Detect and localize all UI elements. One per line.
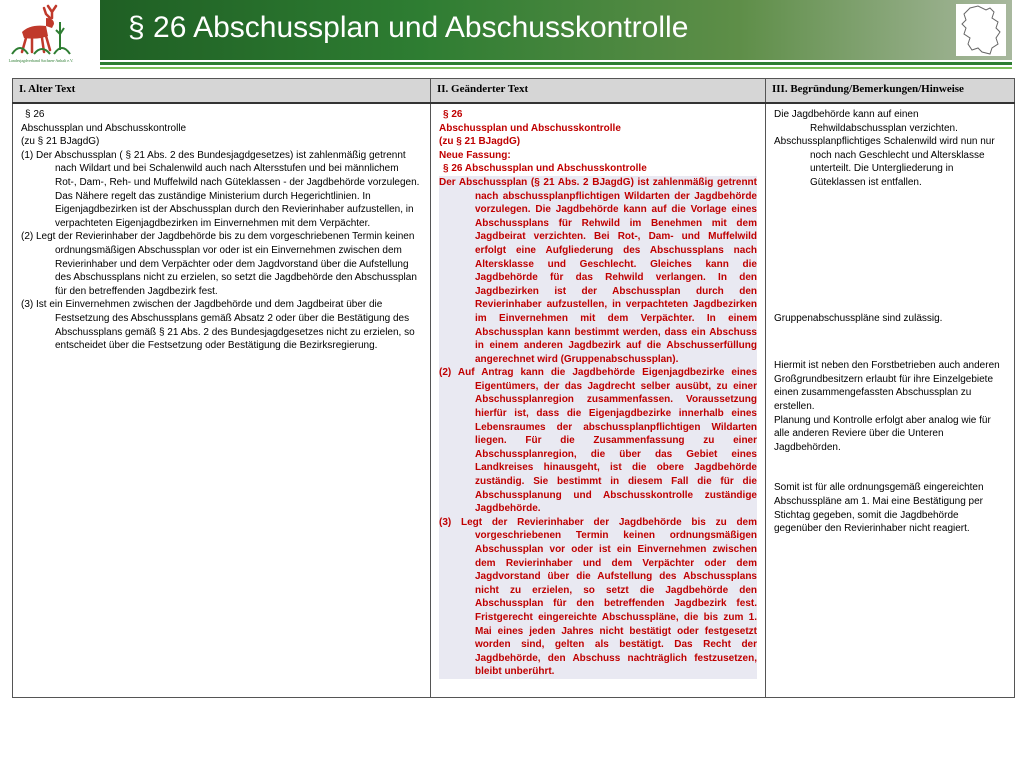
reasoning-cell: [766, 103, 1015, 698]
table-header-row: [13, 79, 1015, 104]
new-section-3: (3) Legt der Revierinhaber der Jagdbehörde bis zu dem vorgeschriebenen Termin keinen ordnungsmäßigen Abschussplan vor oder ist ein Einvernehmen zwischen dem Revierinhaber und dem Verpächter oder dem Jagdvorstand über die Aufstellung des Abschussplans nicht zu erzielen, so setzt die Jagdbehörde den Abschussplan für den betreffenden Jagdbezirk fest. Fristgerecht eingereichte Abschusspläne, die bis zum 1. Mai eines jeden Jahres nicht bestätigt oder festgesetzt worden sind, gelten als bestätigt. Das Recht der Jagdbehörde, den Abschuss nachträglich festzusetzen, bleibt unberührt.: [439, 516, 757, 678]
changed-text-cell: [431, 103, 766, 698]
new-version-label: Neue Fassung:: [439, 149, 511, 161]
note-schalenwild: Abschussplanpflichtiges Schalenwild wird nun nur noch nach Geschlecht und Altersklasse unterteilt. Die Untergliederung in Güteklassen ist entfallen.: [774, 136, 995, 188]
table-row: [13, 103, 1015, 698]
new-version-heading: § 26 Abschussplan und Abschusskontrolle: [443, 163, 647, 175]
old-paragraph-number: § 26: [25, 109, 45, 120]
note-rehwild: Die Jagdbehörde kann auf einen Rehwildabschussplan verzichten.: [774, 109, 958, 134]
note-planung-kontrolle: Planung und Kontrolle erfolgt aber analog wie für alle anderen Reviere über die Unteren Jagdbehörden.: [774, 414, 991, 453]
new-paragraph-number: § 26: [443, 109, 463, 120]
header-reasoning: III. Begründung/Bemerkungen/Hinweise: [766, 79, 1015, 104]
new-heading: Abschussplan und Abschusskontrolle: [439, 122, 621, 134]
page-title: § 26 Abschussplan und Abschusskontrolle: [128, 11, 689, 44]
comparison-table: [12, 78, 1015, 698]
title-banner: [100, 0, 1012, 60]
header-old-text: I. Alter Text: [13, 79, 431, 104]
note-stichtag: Somit ist für alle ordnungsgemäß eingereichten Abschusspläne am 1. Mai eine Bestätigung per Stichtag gegeben, somit die Jagdbehörde gegenüber den Revierinhaber nicht reagiert.: [774, 482, 984, 535]
sachsen-anhalt-map-icon: [956, 4, 1006, 56]
old-section-1: (1) Der Abschussplan ( § 21 Abs. 2 des Bundesjagdgesetzes) ist zahlenmäßig getrennt nach Wildart und bei Schalenwild auch nach Altersstufen und bei männlichem Rot-, Dam-, Reh- und Muffelwild nach Güteklassen - der Jagdbehörde vorzulegen. Das Nähere regelt das zuständige Ministerium durch Hegerichtlinien. In Eigenjagdbezirken ist der Abschussplan durch den Revierinhaber aufzustellen, in verpachteten Eigenjagdbezirken im Einvernehmen mit dem Verpächter.: [21, 149, 420, 229]
deer-icon: [8, 2, 74, 58]
old-text-cell: [13, 103, 431, 698]
old-heading: Abschussplan und Abschusskontrolle: [21, 122, 187, 134]
header-stripe-light: [100, 67, 1012, 69]
note-gruppenabschuss: Gruppenabschusspläne sind zulässig.: [774, 312, 943, 324]
new-reference: (zu § 21 BJagdG): [439, 136, 521, 148]
header-changed-text: II. Geänderter Text: [431, 79, 766, 104]
new-section-2: (2) Auf Antrag kann die Jagdbehörde Eigenjagdbezirke eines Eigentümers, der das Jagdrecht selber ausübt, zu einer Abschussplanregion zusammenfassen. Voraussetzung hierfür ist, dass die Eigenjagdbezirke innerhalb eines Lebensraumes der abschussplanpflichtigen Wildarten liegen. Für die Zusammenfassung zu einer Abschussplanregion, die über das Gebiet eines Landkreises hinausgeht, ist die obere Jagdbehörde zuständig. Sie bestimmt in diesem Fall die für die Abschussplanung und Abschusskontrolle zuständige Jagdbehörde.: [439, 367, 757, 515]
old-reference: (zu § 21 BJagdG): [21, 136, 100, 148]
header-stripe-dark: [100, 62, 1012, 65]
logo-text: Landesjagdverband Sachsen-Anhalt e.V.: [8, 58, 74, 63]
logo: [8, 2, 74, 74]
note-grossgrundbesitzer: Hiermit ist neben den Forstbetrieben auch anderen Großgrundbesitzern erlaubt für ihre Einzelgebiete einen zusammengefassten Abschussplan zu erstellen.: [774, 360, 1000, 412]
old-section-2: (2) Legt der Revierinhaber der Jagdbehörde bis zu dem vorgeschriebenen Termin keinen ordnungsmäßigen Abschussplan vor oder ist ein Einvernehmen zwischen dem Revierinhaber und dem Verpächter oder dem Jagdvorstand über die Aufstellung des Abschussplans nicht zu erzielen, so setzt die Jagdbehörde den Abschussplan für den betreffenden Jagdbezirk fest.: [21, 231, 417, 297]
old-section-3: (3) Ist ein Einvernehmen zwischen der Jagdbehörde und dem Jagdbeirat über die Festsetzung des Abschussplans gemäß Absatz 2 oder über die Bestätigung des Abschussplans gemäß § 21 Abs. 2 des Bundesjagdgesetzes nicht zu erzielen, so entscheidet über die Festsetzung oder Bestätigung die Bezirksregierung.: [21, 299, 415, 352]
new-section-1: Der Abschussplan (§ 21 Abs. 2 BJagdG) ist zahlenmäßig getrennt nach abschussplanpflichtigen Wildarten der Jagdbehörde vorzulegen. Die Jagdbehörde kann auf die Vorlage eines Abschussplans für Rehwild im Benehmen mit dem Jagdbeirat verzichten. Bei Rot-, Dam- und Muffelwild erfolgt eine Aufgliederung des Abschussplans nach Altersklasse und Geschlecht. Gleiches kann die Jagdbehörde für das Rehwild verlangen. In den Jagdbezirken ist der Abschussplan durch den Revierinhaber aufzustellen, in verpachteten Jagdbezirken im Einvernehmen mit dem Verpächter. In einem Abschussplan kann bestimmt werden, dass ein Abschuss in einem anderen Jagdbezirk auf die Abschusserfüllung angerechnet wird (Gruppenabschussplan).: [439, 176, 757, 365]
